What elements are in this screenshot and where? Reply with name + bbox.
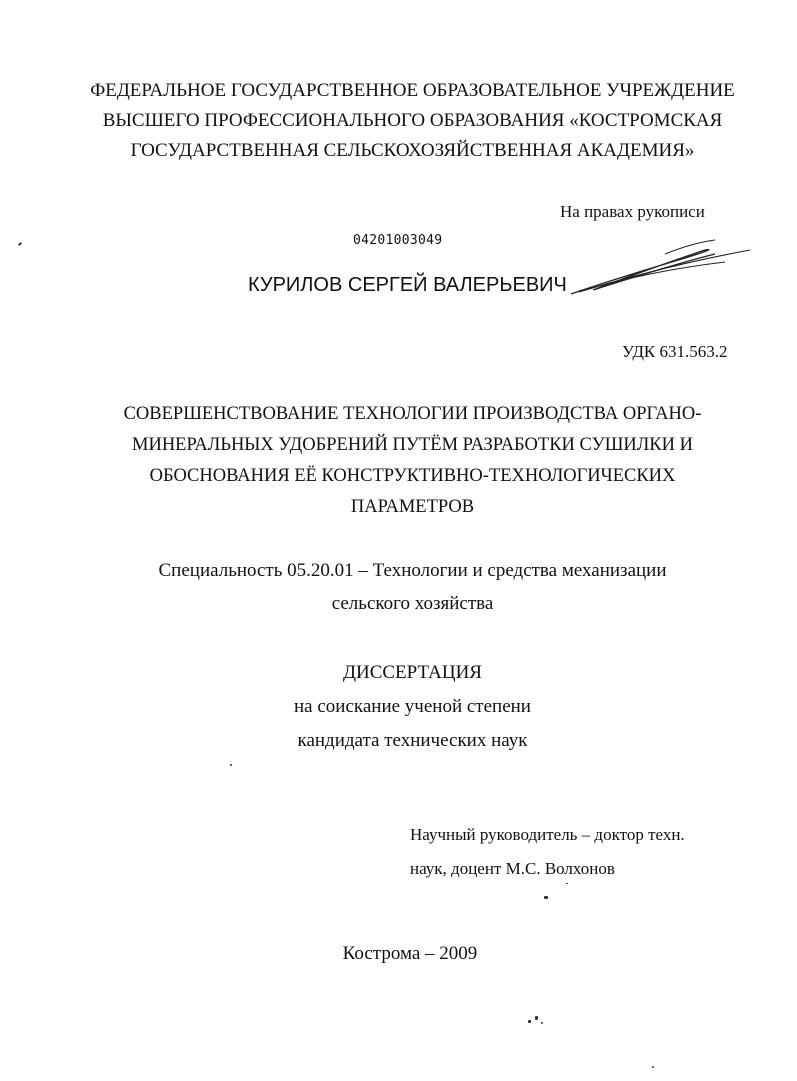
dissertation-line-2: на соискание ученой степени xyxy=(294,696,531,717)
supervisor-line-2: наук, доцент М.С. Волхонов xyxy=(410,859,615,878)
dissertation-title xyxy=(40,399,785,523)
scan-speck xyxy=(18,242,22,246)
udk-code: УДК 631.563.2 xyxy=(622,342,728,361)
scan-speck xyxy=(535,1016,538,1020)
scan-speck xyxy=(528,1020,531,1023)
institution-line-2: ВЫСШЕГО ПРОФЕССИОНАЛЬНОГО ОБРАЗОВАНИЯ «КОСТРОМСКАЯ xyxy=(102,110,723,131)
title-line-1: СОВЕРШЕНСТВОВАНИЕ ТЕХНОЛОГИИ ПРОИЗВОДСТВА ОРГАНО- xyxy=(123,404,702,424)
specialty-line-2: сельского хозяйства xyxy=(331,593,494,614)
specialty-line-1: Специальность 05.20.01 – Технологии и средства механизации xyxy=(158,560,667,581)
institution-name xyxy=(40,76,785,166)
scan-speck xyxy=(541,1022,543,1024)
scan-speck xyxy=(230,764,232,766)
handwritten-signature xyxy=(565,232,755,302)
specialty xyxy=(40,554,785,620)
title-line-2: МИНЕРАЛЬНЫХ УДОБРЕНИЙ ПУТЁМ РАЗРАБОТКИ СУШИЛКИ И xyxy=(132,435,693,455)
author-name: КУРИЛОВ СЕРГЕЙ ВАЛЕРЬЕВИЧ xyxy=(248,274,567,296)
institution-line-3: ГОСУДАРСТВЕННАЯ СЕЛЬСКОХОЗЯЙСТВЕННАЯ АКАДЕМИЯ» xyxy=(130,140,695,161)
scan-speck xyxy=(566,883,568,884)
title-line-3: ОБОСНОВАНИЯ ЕЁ КОНСТРУКТИВНО-ТЕХНОЛОГИЧЕСКИХ xyxy=(149,466,676,486)
title-line-4: ПАРАМЕТРОВ xyxy=(350,497,475,517)
manuscript-note: На правах рукописи xyxy=(560,202,705,221)
scan-speck xyxy=(544,896,548,899)
supervisor-line-1: Научный руководитель – доктор техн. xyxy=(410,825,685,844)
registration-number: 04201003049 xyxy=(353,233,443,248)
scientific-supervisor xyxy=(410,818,685,886)
city-year: Кострома – 2009 xyxy=(342,943,478,964)
dissertation-line-3: кандидата технических наук xyxy=(297,730,528,751)
dissertation-degree xyxy=(40,656,785,758)
institution-line-1: ФЕДЕРАЛЬНОЕ ГОСУДАРСТВЕННОЕ ОБРАЗОВАТЕЛЬНОЕ УЧРЕЖДЕНИЕ xyxy=(90,80,735,101)
dissertation-line-1: ДИССЕРТАЦИЯ xyxy=(343,662,482,683)
scan-speck xyxy=(652,1066,654,1068)
